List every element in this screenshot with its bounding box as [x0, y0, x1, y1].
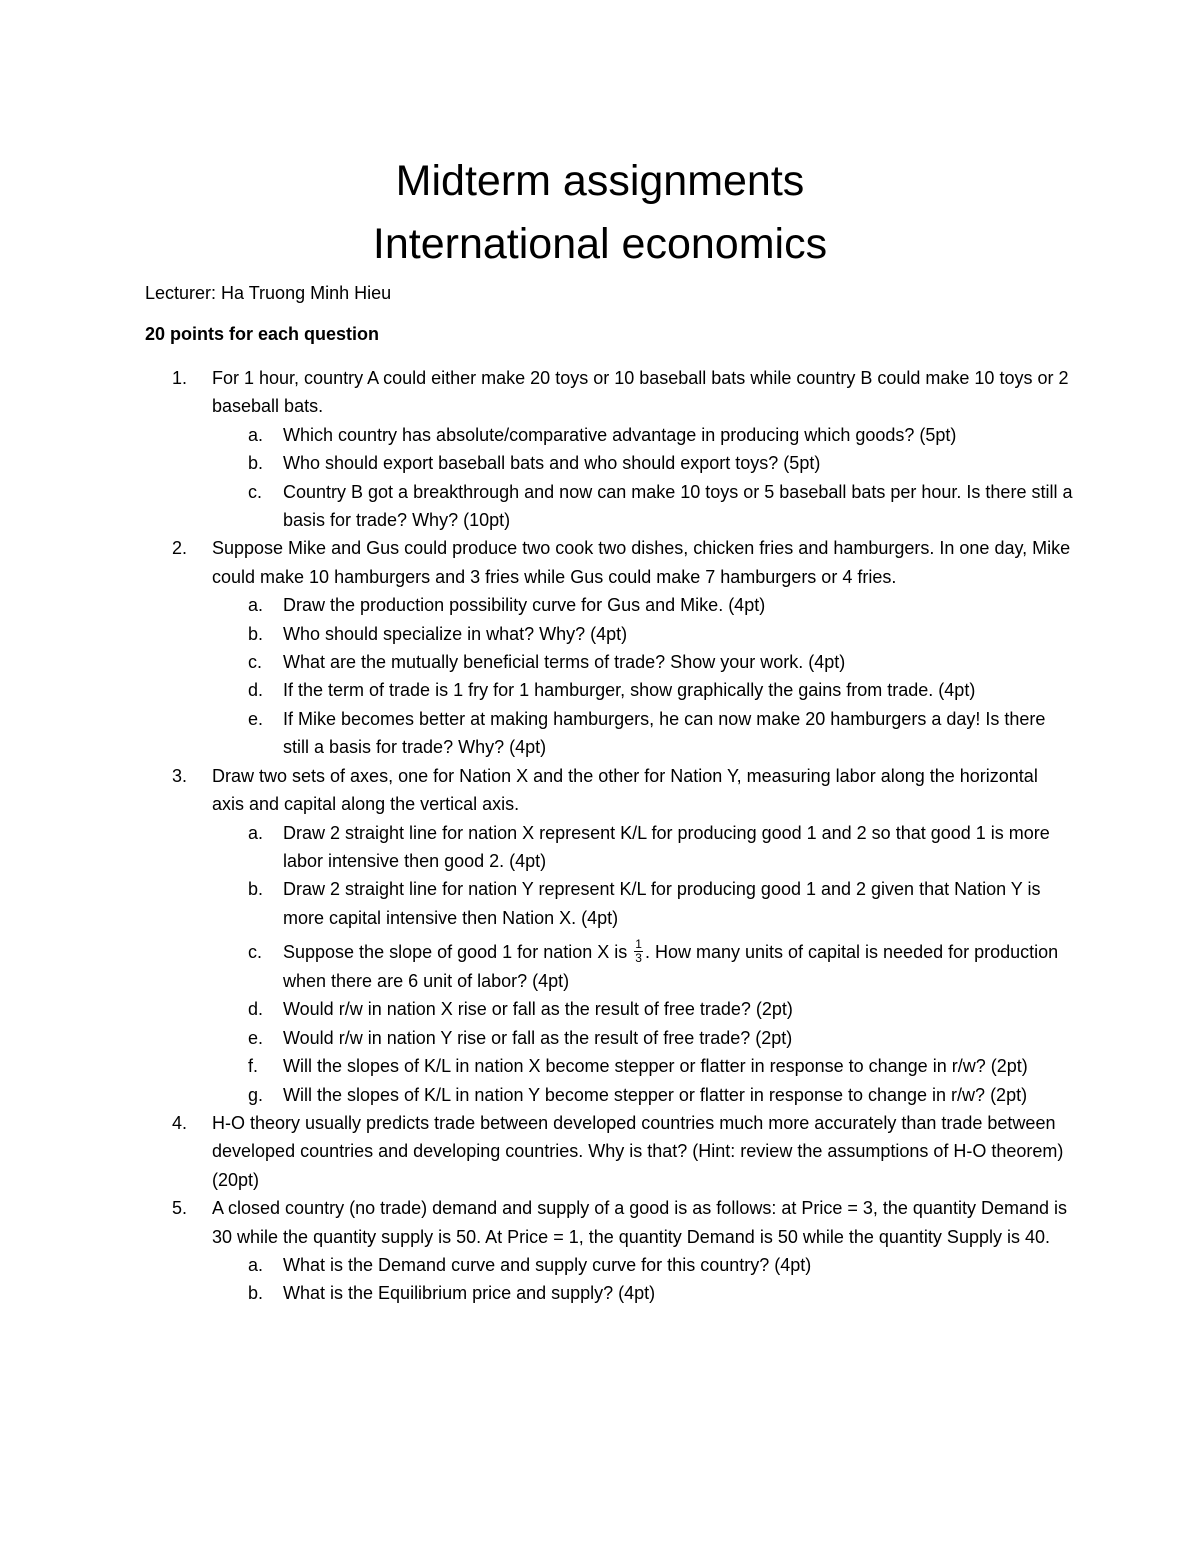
sub-question-letter: c.: [248, 652, 263, 673]
sub-question-text: Will the slopes of K/L in nation Y become stepper or flatter in response to change in r/w? (2pt): [283, 1084, 1028, 1105]
sub-question: [212, 478, 1073, 535]
question-2: [0, 534, 1072, 761]
sub-question-letter: a.: [248, 595, 264, 616]
question-4: [0, 1109, 1072, 1194]
question-number: 3.: [172, 765, 188, 786]
sub-question: [212, 705, 1073, 762]
fraction: [634, 938, 643, 965]
sub-question: [212, 1279, 1073, 1307]
sub-question-list: [212, 819, 1072, 1109]
sub-question: [212, 819, 1073, 876]
sub-question-text: Who should export baseball bats and who should export toys? (5pt): [283, 453, 821, 474]
sub-question-letter: a.: [248, 1254, 264, 1275]
question-text: Draw two sets of axes, one for Nation X and the other for Nation Y, measuring labor along the horizontal axis and capital along the vertical axis.: [212, 765, 1038, 815]
sub-question: [212, 1081, 1073, 1109]
sub-question-text-before: Suppose the slope of good 1 for nation X is: [283, 942, 633, 963]
sub-question: [212, 648, 1073, 676]
question-text: For 1 hour, country A could either make 20 toys or 10 baseball bats while country B could make 10 toys or 2 baseball bats.: [212, 368, 1069, 417]
sub-question-letter: c.: [248, 942, 263, 963]
question-1: [0, 364, 1072, 534]
sub-question-text: Will the slopes of K/L in nation X become stepper or flatter in response to change in r/w? (2pt): [283, 1056, 1028, 1077]
sub-question: [212, 1251, 1073, 1279]
sub-question-letter: c.: [248, 481, 263, 502]
sub-question-letter: e.: [248, 708, 264, 729]
sub-question-letter: b.: [248, 453, 264, 474]
sub-question-letter: b.: [248, 879, 264, 900]
question-number: 2.: [172, 538, 188, 559]
sub-question-letter: g.: [248, 1084, 264, 1105]
sub-question-letter: a.: [248, 424, 264, 445]
question-list: [0, 364, 1200, 1308]
fraction-numerator: 1: [635, 936, 642, 951]
sub-question-list: [212, 591, 1072, 761]
sub-question-text: Would r/w in nation Y rise or fall as the result of free trade? (2pt): [283, 1027, 793, 1048]
sub-question-letter: e.: [248, 1027, 264, 1048]
sub-question: [212, 449, 1073, 477]
sub-question-letter: f.: [248, 1056, 259, 1077]
sub-question-text: Which country has absolute/comparative advantage in producing which goods? (5pt): [283, 424, 957, 445]
sub-question-text: What is the Demand curve and supply curve for this country? (4pt): [283, 1254, 812, 1275]
question-number: 1.: [172, 368, 188, 388]
sub-question: [212, 676, 1073, 704]
sub-question-text: Would r/w in nation X rise or fall as the result of free trade? (2pt): [283, 999, 793, 1020]
document-subtitle: International economics: [372, 220, 828, 268]
question-text: A closed country (no trade) demand and supply of a good is as follows: at Price = 3, the quantity Demand is 30 while the quantity supply is 50. At Price = 1, the quantity Demand is 50 while the quantity Supply is 40.: [212, 1198, 1067, 1247]
sub-question-letter: d.: [248, 680, 264, 701]
sub-question-text: What is the Equilibrium price and supply? (4pt): [283, 1283, 656, 1304]
sub-question: [212, 421, 1073, 449]
sub-question: [212, 995, 1073, 1023]
sub-question-letter: b.: [248, 1283, 264, 1304]
sub-question-text: Draw 2 straight line for nation Y represent K/L for producing good 1 and 2 given that Nation Y is more capital intensive then Nation X. (4pt): [283, 879, 1041, 928]
question-number: 4.: [172, 1112, 188, 1133]
sub-question: [212, 620, 1073, 648]
sub-question-text: Country B got a breakthrough and now can make 10 toys or 5 baseball bats per hour. Is there still a basis for trade? Why? (10pt): [283, 481, 1073, 531]
sub-question-text: Draw 2 straight line for nation X represent K/L for producing good 1 and 2 so that good 1 is more labor intensive then good 2. (4pt): [283, 822, 1050, 871]
question-text: H-O theory usually predicts trade between developed countries much more accurately than trade between developed countries and developing countries. Why is that? (Hint: review the assumptions of H-O theorem) (20pt): [212, 1112, 1064, 1190]
sub-question-letter: b.: [248, 623, 264, 644]
question-5: [0, 1194, 1072, 1308]
document-title: Midterm assignments: [395, 157, 805, 205]
question-number: 5.: [172, 1198, 188, 1219]
title-block: [0, 150, 1200, 276]
question-text: Suppose Mike and Gus could produce two cook two dishes, chicken fries and hamburgers. In one day, Mike could make 10 hamburgers and 3 fries while Gus could make 7 hamburgers or 4 fries.: [212, 538, 1071, 587]
sub-question-text: If the term of trade is 1 fry for 1 hamburger, show graphically the gains from trade. (4pt): [283, 680, 976, 701]
sub-question-list: [212, 1251, 1072, 1308]
sub-question-text: What are the mutually beneficial terms of trade? Show your work. (4pt): [283, 652, 846, 673]
sub-question: [212, 875, 1073, 932]
sub-question: [212, 1052, 1073, 1080]
sub-question-text: Who should specialize in what? Why? (4pt): [283, 623, 628, 644]
fraction-denominator: 3: [635, 950, 642, 965]
sub-question-letter: d.: [248, 999, 264, 1020]
question-3: [0, 762, 1072, 1109]
sub-question: [212, 1024, 1073, 1052]
sub-question-list: [212, 421, 1072, 535]
sub-question-text: If Mike becomes better at making hamburgers, he can now make 20 hamburgers a day! Is there still a basis for trade? Why? (4pt): [283, 708, 1046, 758]
sub-question: [212, 591, 1073, 619]
sub-question-text-after: . How many units of capital is needed for production when there are 6 unit of labor? (4pt): [283, 942, 1059, 991]
sub-question-text: Draw the production possibility curve for Gus and Mike. (4pt): [283, 595, 766, 616]
sub-question: [212, 938, 1073, 995]
sub-question-letter: a.: [248, 822, 264, 843]
points-note: 20 points for each question: [145, 324, 380, 344]
lecturer-line: Lecturer: Ha Truong Minh Hieu: [145, 283, 392, 303]
